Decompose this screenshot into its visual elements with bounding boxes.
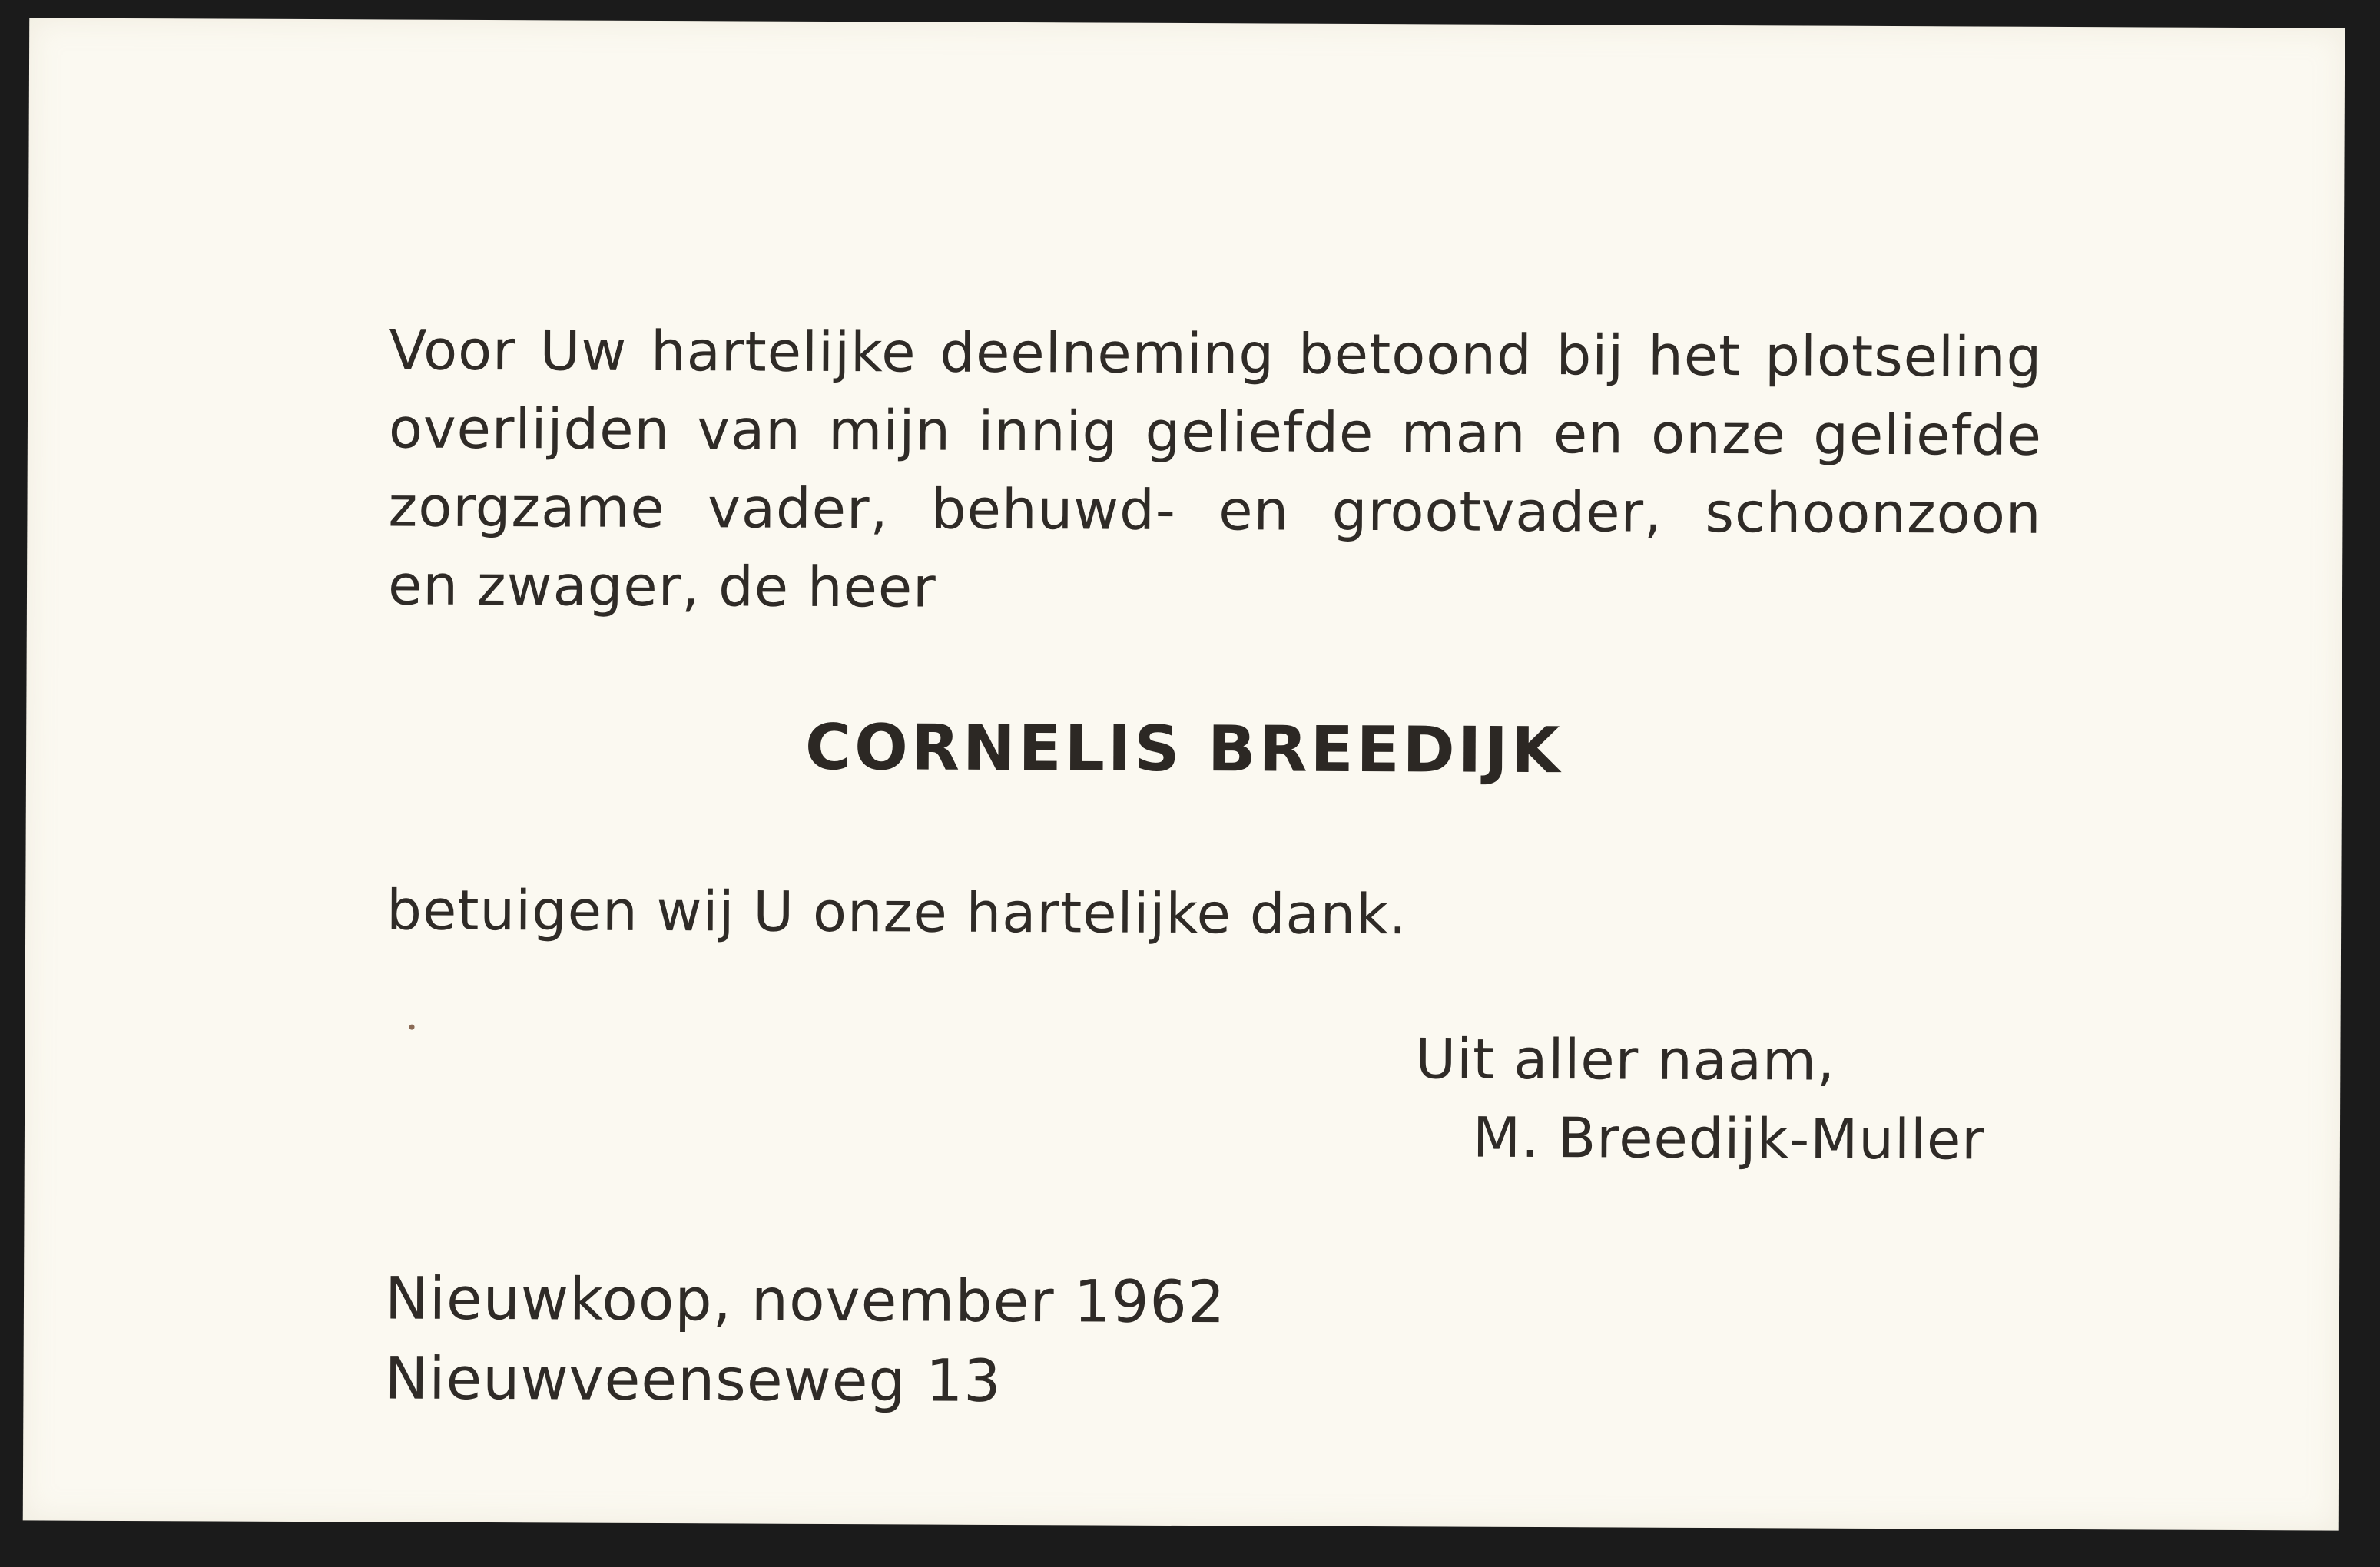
address: Nieuwveenseweg 13 xyxy=(384,1343,1002,1415)
thanks-line: betuigen wij U onze hartelijke dank. xyxy=(386,877,1408,947)
paragraph-line-2: overlijden van mijn innig geliefde man en onze geliefde xyxy=(388,396,2043,468)
paragraph-line-4: en zwager, de heer xyxy=(387,552,936,620)
deceased-name: CORNELIS BREEDIJK xyxy=(804,711,1563,788)
paragraph-line-3: zorgzame vader, behuwd- en grootvader, schoonzoon xyxy=(388,474,2042,546)
place-and-date: Nieuwkoop, november 1962 xyxy=(384,1264,1226,1337)
signoff: Uit aller naam, xyxy=(1415,1026,1836,1093)
paper-speck xyxy=(409,1025,415,1030)
memorial-card xyxy=(23,18,2345,1530)
paragraph-line-1: Voor Uw hartelijke deelneming betoond bij het plotseling xyxy=(389,317,2043,389)
signer-name: M. Breedijk-Muller xyxy=(1472,1105,1986,1172)
